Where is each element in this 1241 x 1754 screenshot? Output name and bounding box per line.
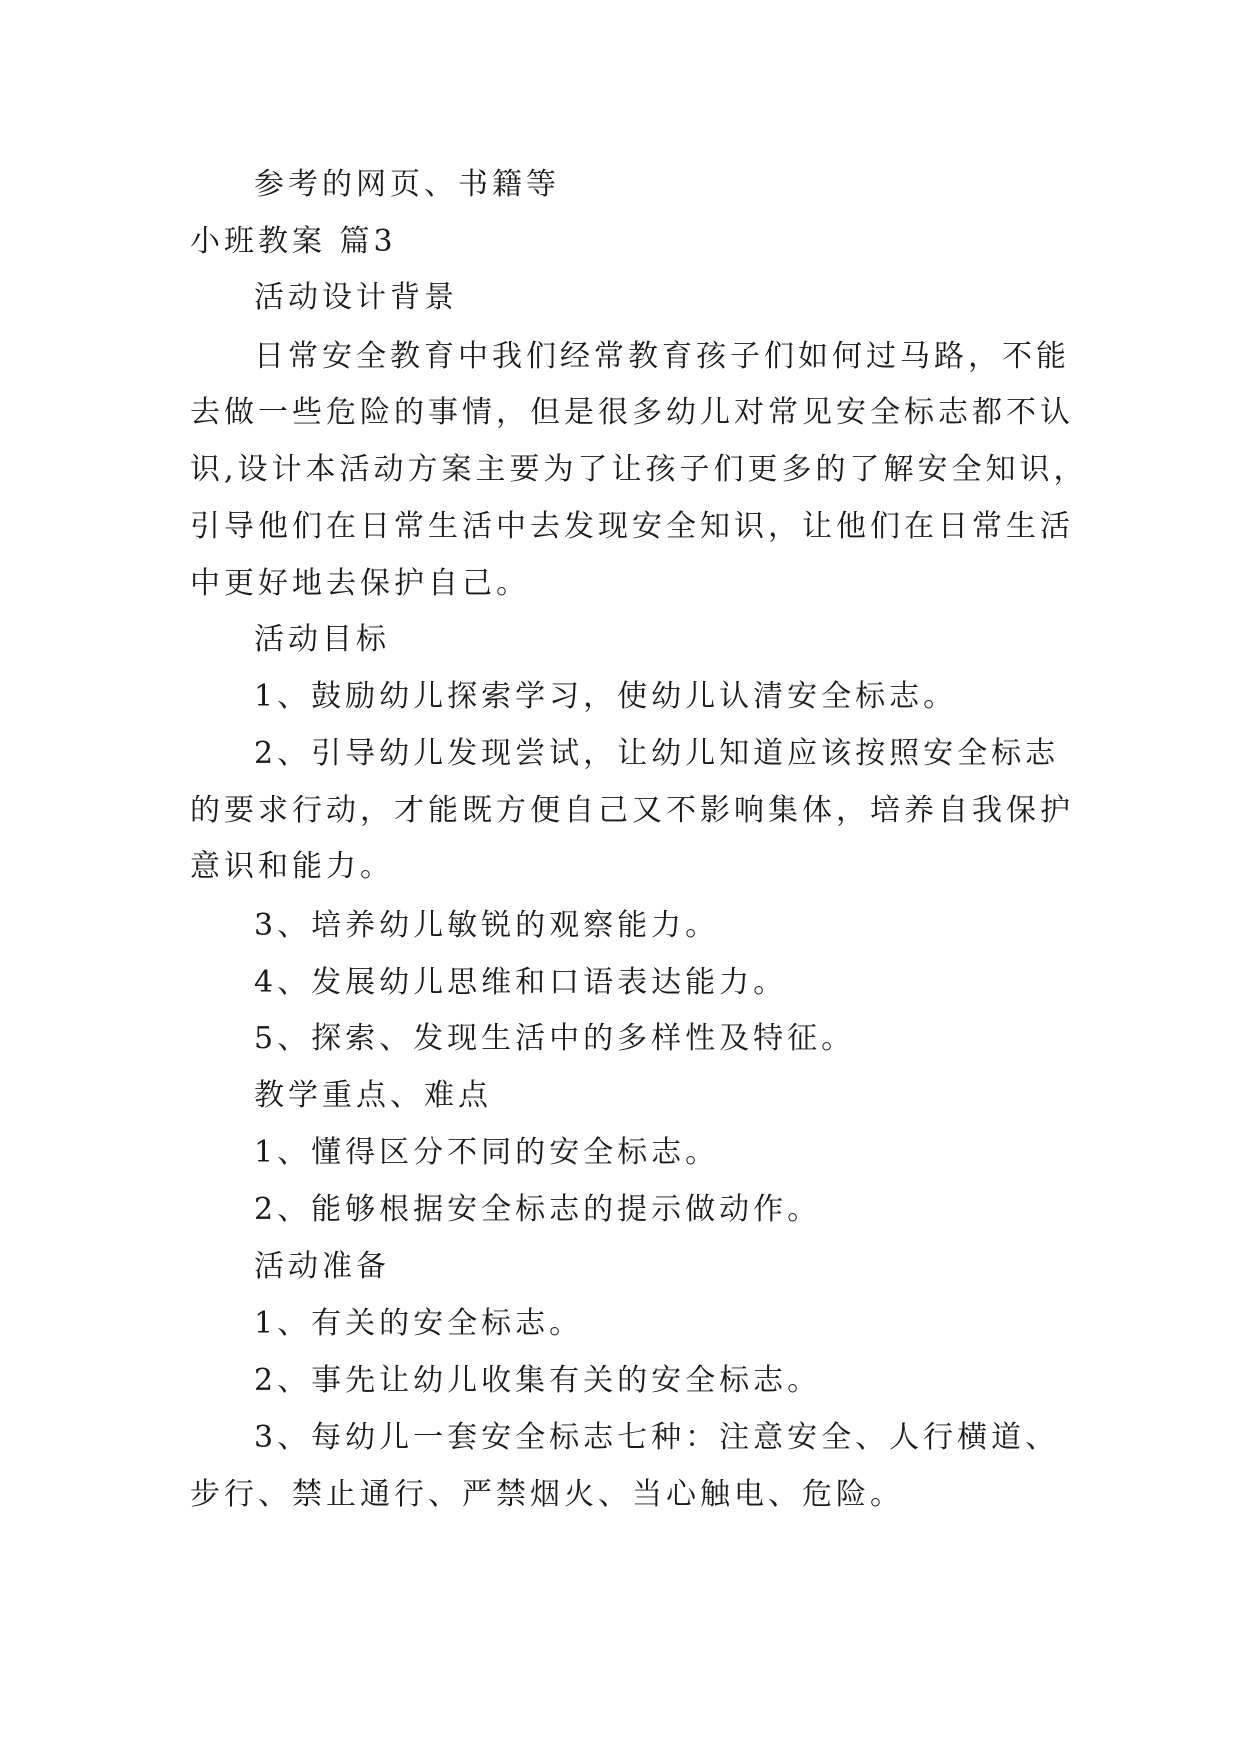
list-item: 2、事先让幼儿收集有关的安全标志。 xyxy=(254,1363,822,1398)
list-item: 2、引导幼儿发现尝试，让幼儿知道应该按照安全标志 xyxy=(254,736,1060,771)
subheading: 活动设计背景 xyxy=(254,280,458,315)
paragraph-line: 日常安全教育中我们经常教育孩子们如何过马路，不能 xyxy=(254,339,1070,374)
paragraph-line: 识,设计本活动方案主要为了让孩子们更多的了解安全知识， xyxy=(190,452,1088,487)
list-item: 1、有关的安全标志。 xyxy=(254,1306,584,1341)
text-line: 参考的网页、书籍等 xyxy=(254,167,560,202)
paragraph-line: 去做一些危险的事情，但是很多幼儿对常见安全标志都不认 xyxy=(190,395,1074,430)
subheading: 教学重点、难点 xyxy=(254,1078,492,1113)
paragraph-line: 中更好地去保护自己。 xyxy=(190,566,530,601)
subheading: 活动目标 xyxy=(254,622,390,657)
list-item: 1、鼓励幼儿探索学习，使幼儿认清安全标志。 xyxy=(254,679,958,714)
list-item: 4、发展幼儿思维和口语表达能力。 xyxy=(254,965,788,1000)
list-item-continuation: 的要求行动，才能既方便自己又不影响集体，培养自我保护 xyxy=(190,793,1074,828)
subheading: 活动准备 xyxy=(254,1249,390,1284)
list-item: 2、能够根据安全标志的提示做动作。 xyxy=(254,1192,822,1227)
list-item: 3、每幼儿一套安全标志七种：注意安全、人行横道、 xyxy=(254,1420,1060,1455)
list-item-continuation: 意识和能力。 xyxy=(190,849,394,884)
paragraph-line: 引导他们在日常生活中去发现安全知识，让他们在日常生活 xyxy=(190,509,1074,544)
list-item: 3、培养幼儿敏锐的观察能力。 xyxy=(254,908,720,943)
list-item: 1、懂得区分不同的安全标志。 xyxy=(254,1135,720,1170)
list-item-continuation: 步行、禁止通行、严禁烟火、当心触电、危险。 xyxy=(190,1477,904,1512)
list-item: 5、探索、发现生活中的多样性及特征。 xyxy=(254,1021,856,1056)
section-heading: 小班教案 篇3 xyxy=(190,224,397,259)
